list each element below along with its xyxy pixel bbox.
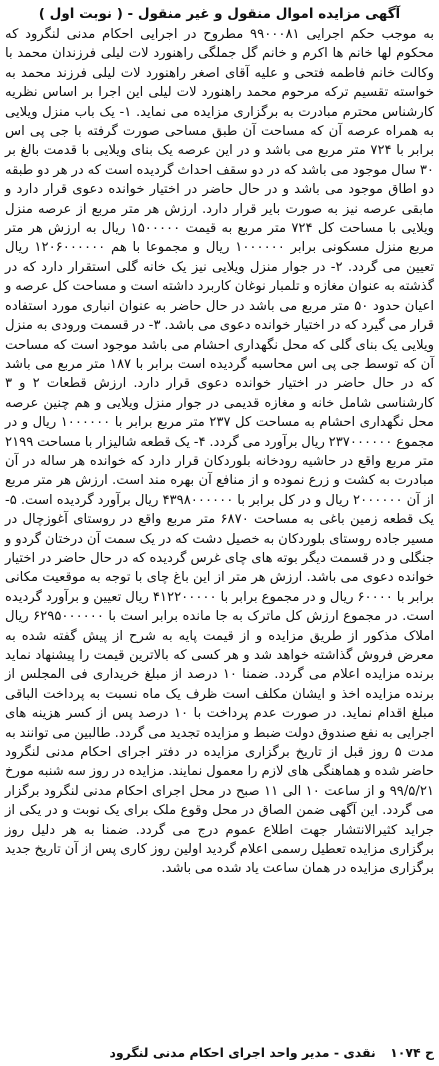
notice-footer [5, 1044, 434, 1062]
notice-signature: نقدی - مدیر واحد اجرای احکام مدنی لنگرود [109, 1045, 376, 1060]
notice-body: به موجب حکم اجرایی ۹۹۰۰۰۸۱ مطروح در اجرایی احکام مدنی لنگرود که محکوم لها خانم ها اکرم و خانم گل جملگی راهنورد لات لیلی فرزندان محمد با وکالت خانم فاطمه فتحی و علیه آقای اصغر راهنورد لات لیلی فرزند محمد به خواسته تقسیم ترکه مرحوم محمد راهنورد لات لیلی این اجرا بر اساس نظریه کارشناس محترم مبادرت به برگزاری مزایده می نماید. ۱- یک باب منزل ویلایی به همراه عرصه آن که مساحت آن طبق مساحی صورت گرفته با جی پی اس برابر با ۷۲۴ متر مربع می باشد و در این عرصه یک بنای ویلایی با قدمت بالغ بر ۳۰ سال موجود می باشد که در دو سقف احداث گردیده است که در هر دو طبقه دو اطاق موجود می باشد و در حال حاضر در اختیار خوانده دعوی قرار دارد و مابقی عرصه نیز به صورت بایر قرار دارد. ارزش هر متر مربع از عرصه منزل ویلایی با مساحت کل ۷۲۴ متر مربع به قیمت ۱۵۰۰۰۰۰ ریال به ارزش هر متر مربع منزل مسکونی برابر ۱۰۰۰۰۰۰ ریال و مجموعا با هم ۱۲۰۶۰۰۰۰۰۰ ریال تعیین می گردد. ۲- در جوار منزل ویلایی نیز یک خانه گلی استقرار دارد که در گذشته به عنوان مغازه و تلمبار نوغان کاربرد داشته است و مساحت کل عرصه و اعیان حدود ۵۰ متر مربع می باشد در حال حاضر به عنوان انباری مورد استفاده قرار می گیرد که در اختیار خوانده دعوی می باشد. ۳- در قسمت ورودی به منزل ویلایی یک بنای گلی که محل نگهداری احشام می باشد موجود است که مساحت آن که توسط جی پی اس محاسبه گردیده است برابر با ۱۸۷ متر مربع می باشد که در حال حاضر در اختیار خوانده دعوی قرار دارد. ارزش قطعات ۲ و ۳ کارشناسی شامل خانه و مغازه قدیمی در جوار منزل ویلایی و هم چنین عرصه محل نگهداری احشام به مساحت کل ۲۳۷ متر مربع برابر با ۱۰۰۰۰۰۰ ریال و در مجموع ۲۳۷۰۰۰۰۰۰ ریال برآورد می گردد. ۴- یک قطعه شالیزار با مساحت ۲۱۹۹ متر مربع واقع در حاشیه رودخانه بلوردکان قرار دارد که خوانده هر ساله در آن مبادرت به کشت و زرع نموده و از منافع آن بهره مند است. ارزش هر متر مربع از آن ۲۰۰۰۰۰۰ ریال و در کل برابر با ۴۳۹۸۰۰۰۰۰۰ ریال برآورد گردیده است. ۵- یک قطعه زمین باغی به مساحت ۶۸۷۰ متر مربع واقع در روستای آغوزچال در مسیر جاده روستای بلوردکان به خصیل دشت که در یک سمت آن درختان گردو و جنگلی و در قسمت دیگر بوته های چای غرس گردیده که در حال حاضر در اختیار خوانده دعوی می باشد. ارزش هر متر از این باغ چای با توجه به موقعیت مکانی برابر با ۶۰۰۰۰ ریال و در مجموع برابر با ۴۱۲۲۰۰۰۰۰ ریال تعیین و برآورد گردیده است. در مجموع ارزش کل ماترک به جا مانده برابر است با ۶۲۹۵۰۰۰۰۰۰ ریال املاک مذکور از طریق مزایده و از قیمت پایه به شرح از پیش گفته شده به معرض فروش گذاشته خواهد شد و هر کسی که بالاترین قیمت را پیشنهاد نماید برنده مزایده اعلام می گردد. ضمنا ۱۰ درصد از مبلغ خریداری فی المجلس از برنده مزایده اخذ و ایشان مکلف است ظرف یک ماه نسبت به پرداخت الباقی مبلغ اقدام نماید. در صورت عدم پرداخت با ۱۰ درصد پس از کسر هزینه های اجرایی به نفع صندوق دولت ضبط و مزایده تجدید می گردد. طالبین می توانند به مدت ۵ روز قبل از تاریخ برگزاری مزایده در دفتر اجرای احکام مدنی لنگرود حاضر شده و هماهنگی های لازم را معمول نمایند. مزایده در روز سه شنبه مورخ ۹۹/۵/۲۱ و از ساعت ۱۰ الی ۱۱ صبح در محل اجرای احکام مدنی لنگرود برگزار می گردد. این آگهی ضمن الصاق در محل وقوع ملک برای یک نوبت و در یکی از جراید کثیرالانتشار جهت اطلاع عموم درج می گردد. ضمنا به هر دلیل روز برگزاری مزایده تعطیل رسمی اعلام گردید اولین روز کاری پس از آن تاریخ جدید برگزاری مزایده در همان ساعت یاد شده می باشد. [5, 27, 435, 877]
notice-code: ح ۱۰۷۴ [390, 1045, 434, 1060]
notice-title: آگهی مزایده اموال منقول و غیر منقول - ( نوبت اول ) [38, 6, 401, 22]
